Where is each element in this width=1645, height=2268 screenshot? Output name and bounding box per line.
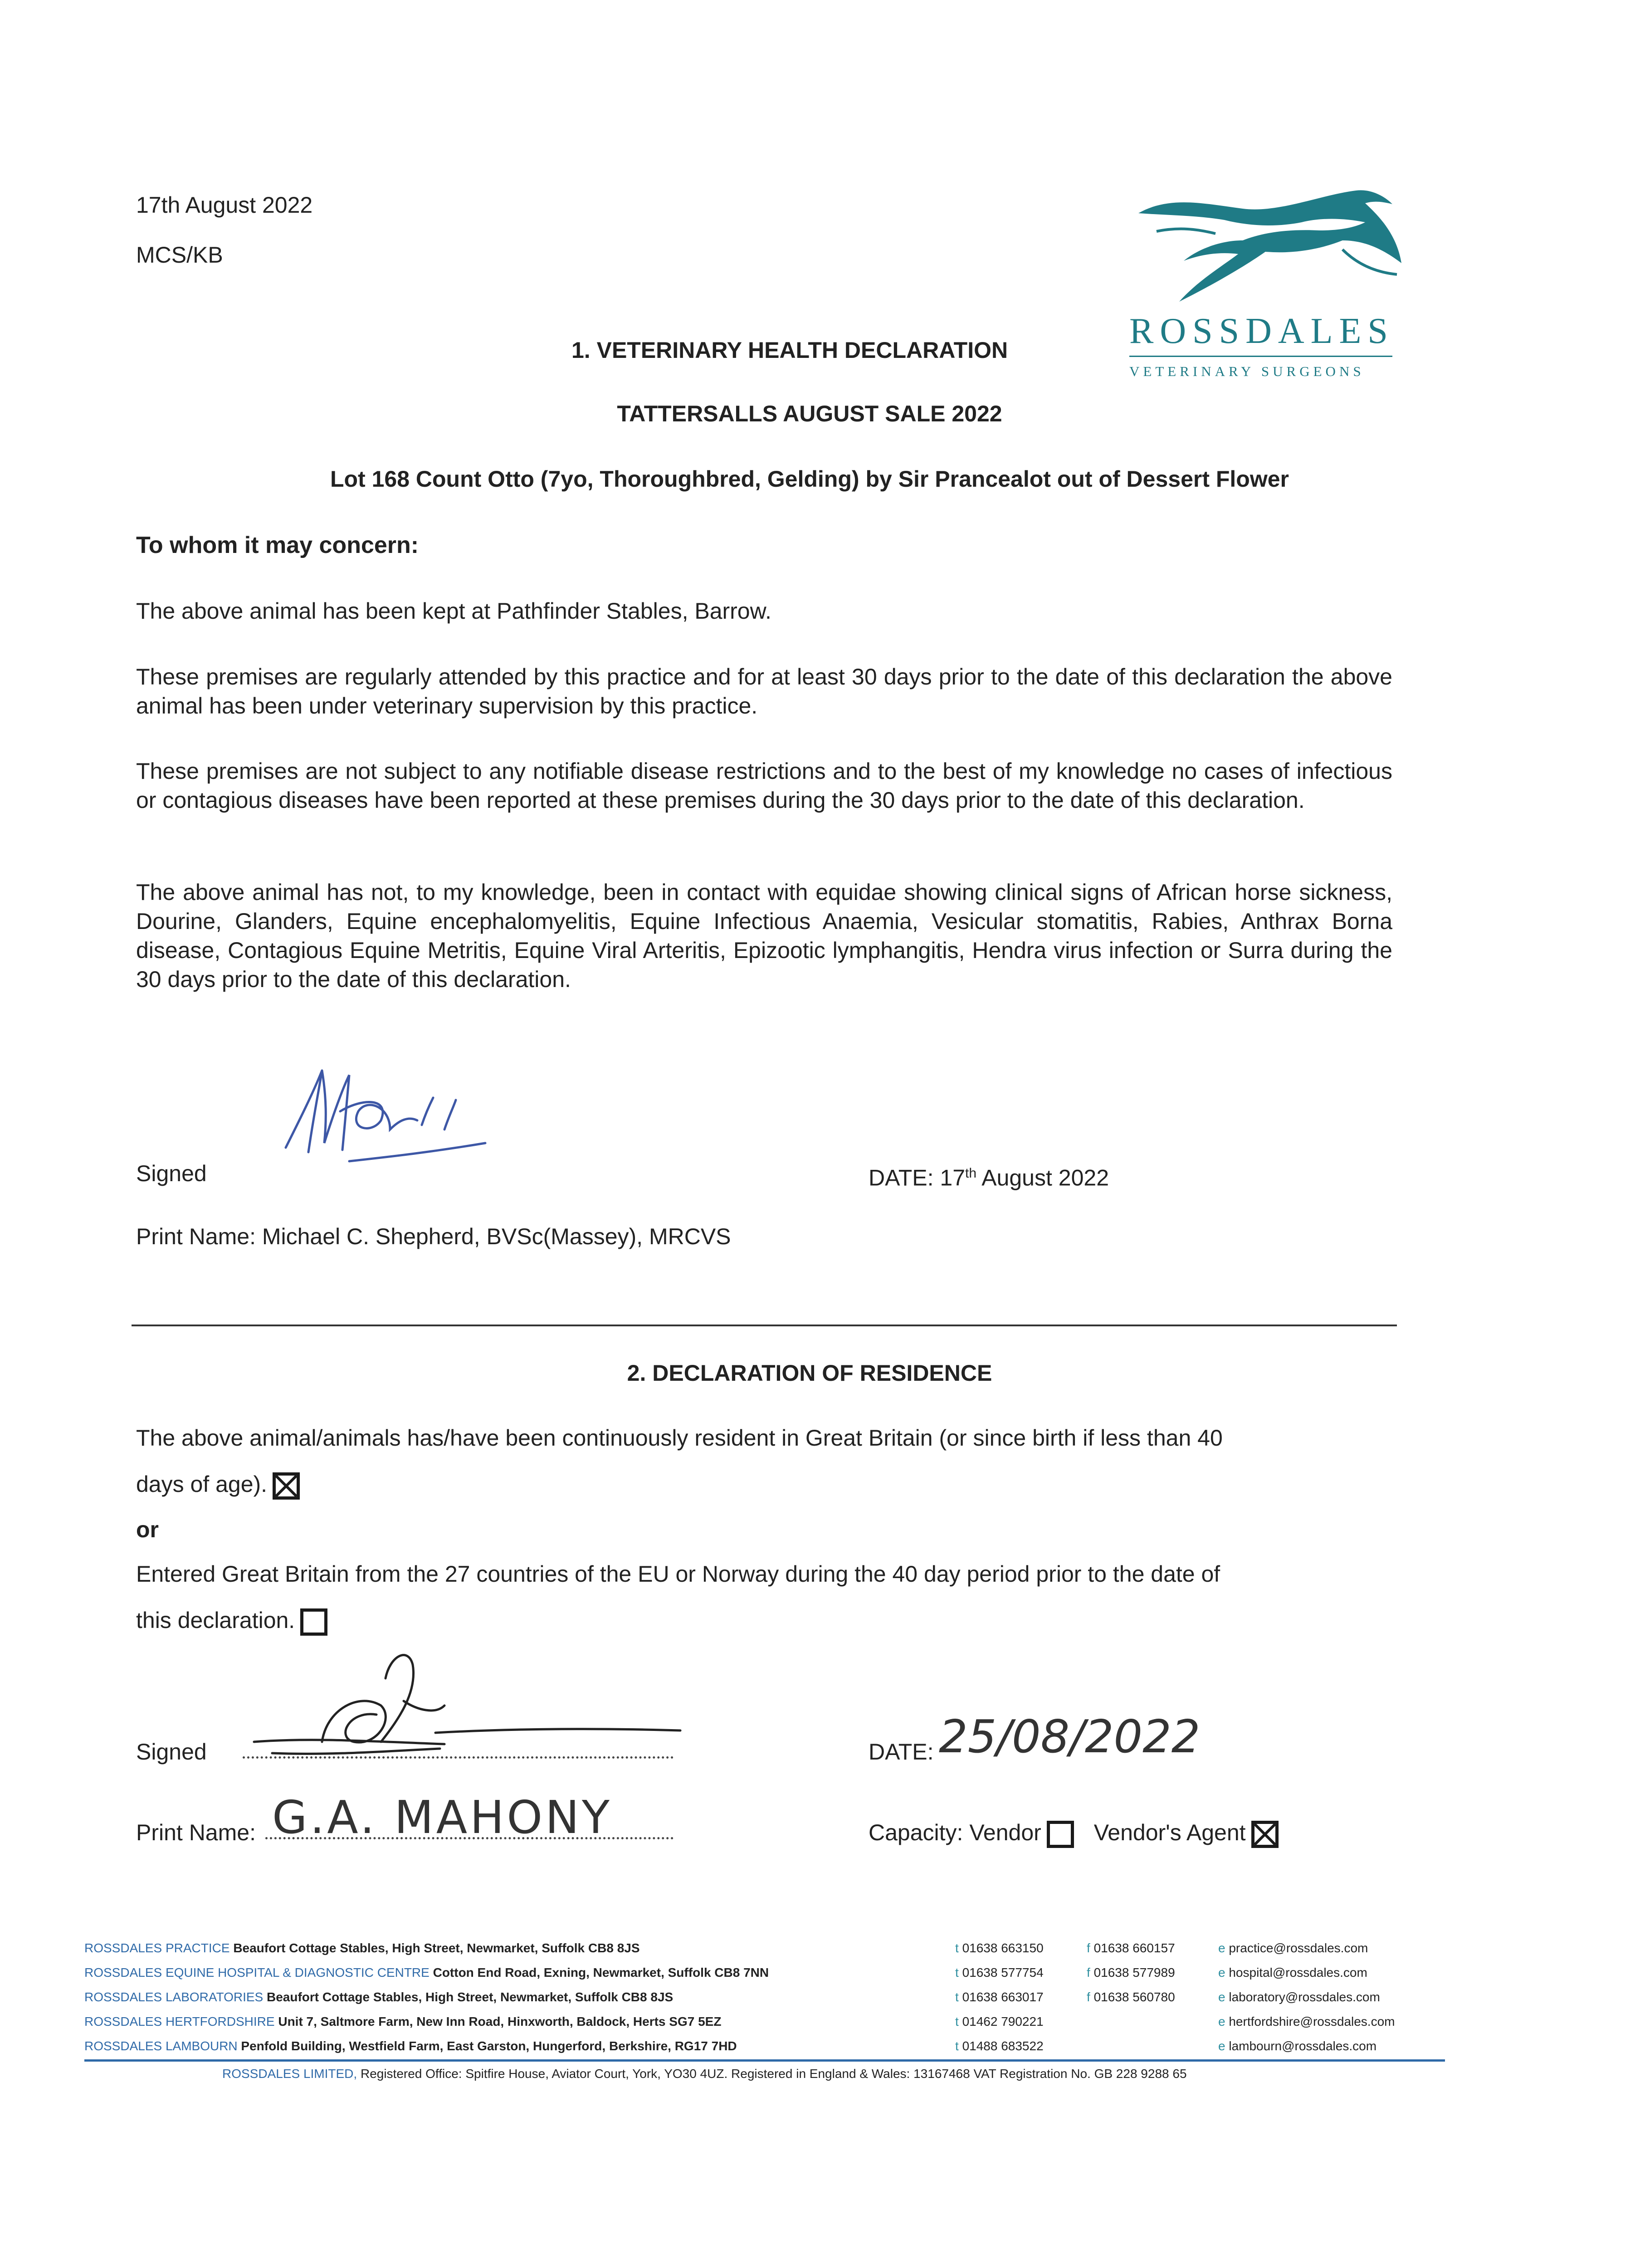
paragraph-1: The above animal has been kept at Pathfinder Stables, Barrow.	[136, 598, 771, 624]
footer-e-prefix: e	[1218, 2039, 1225, 2053]
section1-date-rest: August 2022	[976, 1165, 1109, 1191]
section-divider	[132, 1325, 1397, 1326]
footer-email[interactable]: practice@rossdales.com	[1229, 1941, 1368, 1955]
section1-date-label: DATE: 17	[869, 1165, 966, 1191]
capacity-label: Capacity: Vendor	[869, 1820, 1041, 1845]
section1-date	[869, 1159, 1109, 1193]
footer-address: Penfold Building, Westfield Farm, East Garston, Hungerford, Berkshire, RG17 7HD	[241, 2039, 737, 2053]
logo-divider	[1129, 356, 1392, 357]
footer-e-prefix: e	[1218, 1990, 1225, 2004]
footer-tel: 01462 790221	[962, 2014, 1044, 2028]
footer-fax: 01638 560780	[1093, 1990, 1175, 2004]
section2-date-label: DATE:	[869, 1739, 934, 1765]
section2-print-name-label: Print Name:	[136, 1820, 256, 1845]
footer-legal	[222, 2065, 1187, 2083]
vendor-agent-label: Vendor's Agent	[1093, 1820, 1246, 1845]
footer-t-prefix: t	[955, 1941, 959, 1955]
footer-f-prefix: f	[1087, 1965, 1090, 1980]
section1-print-name: Print Name: Michael C. Shepherd, BVSc(Massey), MRCVS	[136, 1224, 731, 1249]
letter-date: 17th August 2022	[136, 192, 313, 218]
footer-org: ROSSDALES PRACTICE	[84, 1941, 230, 1955]
footer-org: ROSSDALES LABORATORIES	[84, 1990, 264, 2004]
footer-tel: 01638 577754	[962, 1965, 1044, 1980]
section1-signed-label: Signed	[136, 1161, 207, 1186]
capacity-row	[869, 1818, 1279, 1848]
footer-address: Unit 7, Saltmore Farm, New Inn Road, Hinxworth, Baldock, Herts SG7 5EZ	[278, 2014, 722, 2028]
footer-email[interactable]: hertfordshire@rossdales.com	[1229, 2014, 1395, 2028]
footer-address: Beaufort Cottage Stables, High Street, Newmarket, Suffolk CB8 8JS	[266, 1990, 674, 2004]
footer-tel: 01638 663017	[962, 1990, 1044, 2004]
footer-address: Beaufort Cottage Stables, High Street, Newmarket, Suffolk CB8 8JS	[233, 1941, 640, 1955]
lot-title: Lot 168 Count Otto (7yo, Thoroughbred, Gelding) by Sir Prancealot out of Dessert Flower	[330, 466, 1289, 492]
footer-org: ROSSDALES EQUINE HOSPITAL & DIAGNOSTIC CENTRE	[84, 1965, 430, 1980]
footer-e-prefix: e	[1218, 1941, 1225, 1955]
footer-fax: 01638 660157	[1093, 1941, 1175, 1955]
section2-print-name-handwritten: G.A. MAHONY	[272, 1791, 612, 1844]
option1-line2: days of age).	[136, 1471, 268, 1497]
footer-t-prefix: t	[955, 1965, 959, 1980]
footer-tel: 01488 683522	[962, 2039, 1044, 2053]
vendor-checkbox[interactable]	[1047, 1821, 1074, 1848]
footer-email[interactable]: lambourn@rossdales.com	[1229, 2039, 1377, 2053]
horse-logo-icon	[1129, 177, 1411, 313]
footer-org: ROSSDALES LAMBOURN	[84, 2039, 238, 2053]
or-label: or	[136, 1517, 159, 1542]
footer-fax: 01638 577989	[1093, 1965, 1175, 1980]
section2-signed-label: Signed	[136, 1739, 207, 1765]
rossdales-logo	[1129, 177, 1411, 390]
section2-title: 2. DECLARATION OF RESIDENCE	[627, 1360, 992, 1386]
footer-tel: 01638 663150	[962, 1941, 1044, 1955]
footer-f-prefix: f	[1087, 1990, 1090, 2004]
footer-row	[84, 1960, 1445, 1985]
option1-line2-row	[136, 1470, 300, 1500]
vet-signature	[272, 1052, 508, 1170]
paragraph-4: The above animal has not, to my knowledge, been in contact with equidae showing clinical signs of African horse sickness, Dourine, Glanders, Equine encephalomyelitis, Equine Infectious Anaemia, Vesicular stomatitis, Rabies, Anthrax Borna disease, Contagious Equine Metritis, Equine Viral Arteritis, Epizootic lymphangitis, Hendra virus infection or Surra during the 30 days prior to the date of this declaration.	[136, 880, 1392, 992]
section2-date-handwritten: 25/08/2022	[939, 1710, 1201, 1763]
footer-t-prefix: t	[955, 1990, 959, 2004]
footer-row	[84, 1985, 1445, 2009]
option1-line1: The above animal/animals has/have been continuously resident in Great Britain (or since birth if less than 40	[136, 1425, 1223, 1451]
footer-offices	[84, 1936, 1445, 2058]
footer-e-prefix: e	[1218, 1965, 1225, 1980]
footer-row	[84, 2034, 1445, 2058]
footer-legal-text: Registered Office: Spitfire House, Aviator Court, York, YO30 4UZ. Registered in England & Wales: 13167468 VAT Registration No. GB 228 9288 65	[360, 2067, 1187, 2081]
footer-org: ROSSDALES HERTFORDSHIRE	[84, 2014, 275, 2028]
footer-row	[84, 2009, 1445, 2034]
paragraph-3: These premises are not subject to any notifiable disease restrictions and to the best of my knowledge no cases of infectious or contagious diseases have been reported at these premises during the 30 days prior to the date of this declaration.	[136, 758, 1392, 813]
option2-line2: this declaration.	[136, 1608, 295, 1633]
footer-email[interactable]: hospital@rossdales.com	[1229, 1965, 1367, 1980]
vendor-agent-checkbox[interactable]	[1251, 1821, 1279, 1848]
footer-t-prefix: t	[955, 2014, 959, 2028]
logo-tagline: VETERINARY SURGEONS	[1129, 363, 1365, 379]
option2-line1: Entered Great Britain from the 27 countries of the EU or Norway during the 40 day period prior to the date of	[136, 1561, 1220, 1587]
footer-legal-org: ROSSDALES LIMITED,	[222, 2067, 357, 2081]
section1-title: 1. VETERINARY HEALTH DECLARATION	[571, 337, 1008, 363]
footer-row	[84, 1936, 1445, 1960]
sale-title: TATTERSALLS AUGUST SALE 2022	[617, 401, 1002, 426]
section1-date-sup: th	[965, 1166, 977, 1181]
reference-code: MCS/KB	[136, 242, 223, 268]
footer-address: Cotton End Road, Exning, Newmarket, Suffolk CB8 7NN	[433, 1965, 769, 1980]
salutation: To whom it may concern:	[136, 532, 419, 558]
footer-email[interactable]: laboratory@rossdales.com	[1229, 1990, 1380, 2004]
footer-f-prefix: f	[1087, 1941, 1090, 1955]
vendor-signature	[245, 1628, 689, 1778]
paragraph-2: These premises are regularly attended by this practice and for at least 30 days prior to the date of this declaration the above animal has been under veterinary supervision by this practice.	[136, 664, 1392, 719]
footer-rule	[84, 2059, 1445, 2062]
logo-name: ROSSDALES	[1129, 311, 1394, 351]
footer-t-prefix: t	[955, 2039, 959, 2053]
resident-gb-checkbox[interactable]	[273, 1472, 300, 1500]
footer-e-prefix: e	[1218, 2014, 1225, 2028]
